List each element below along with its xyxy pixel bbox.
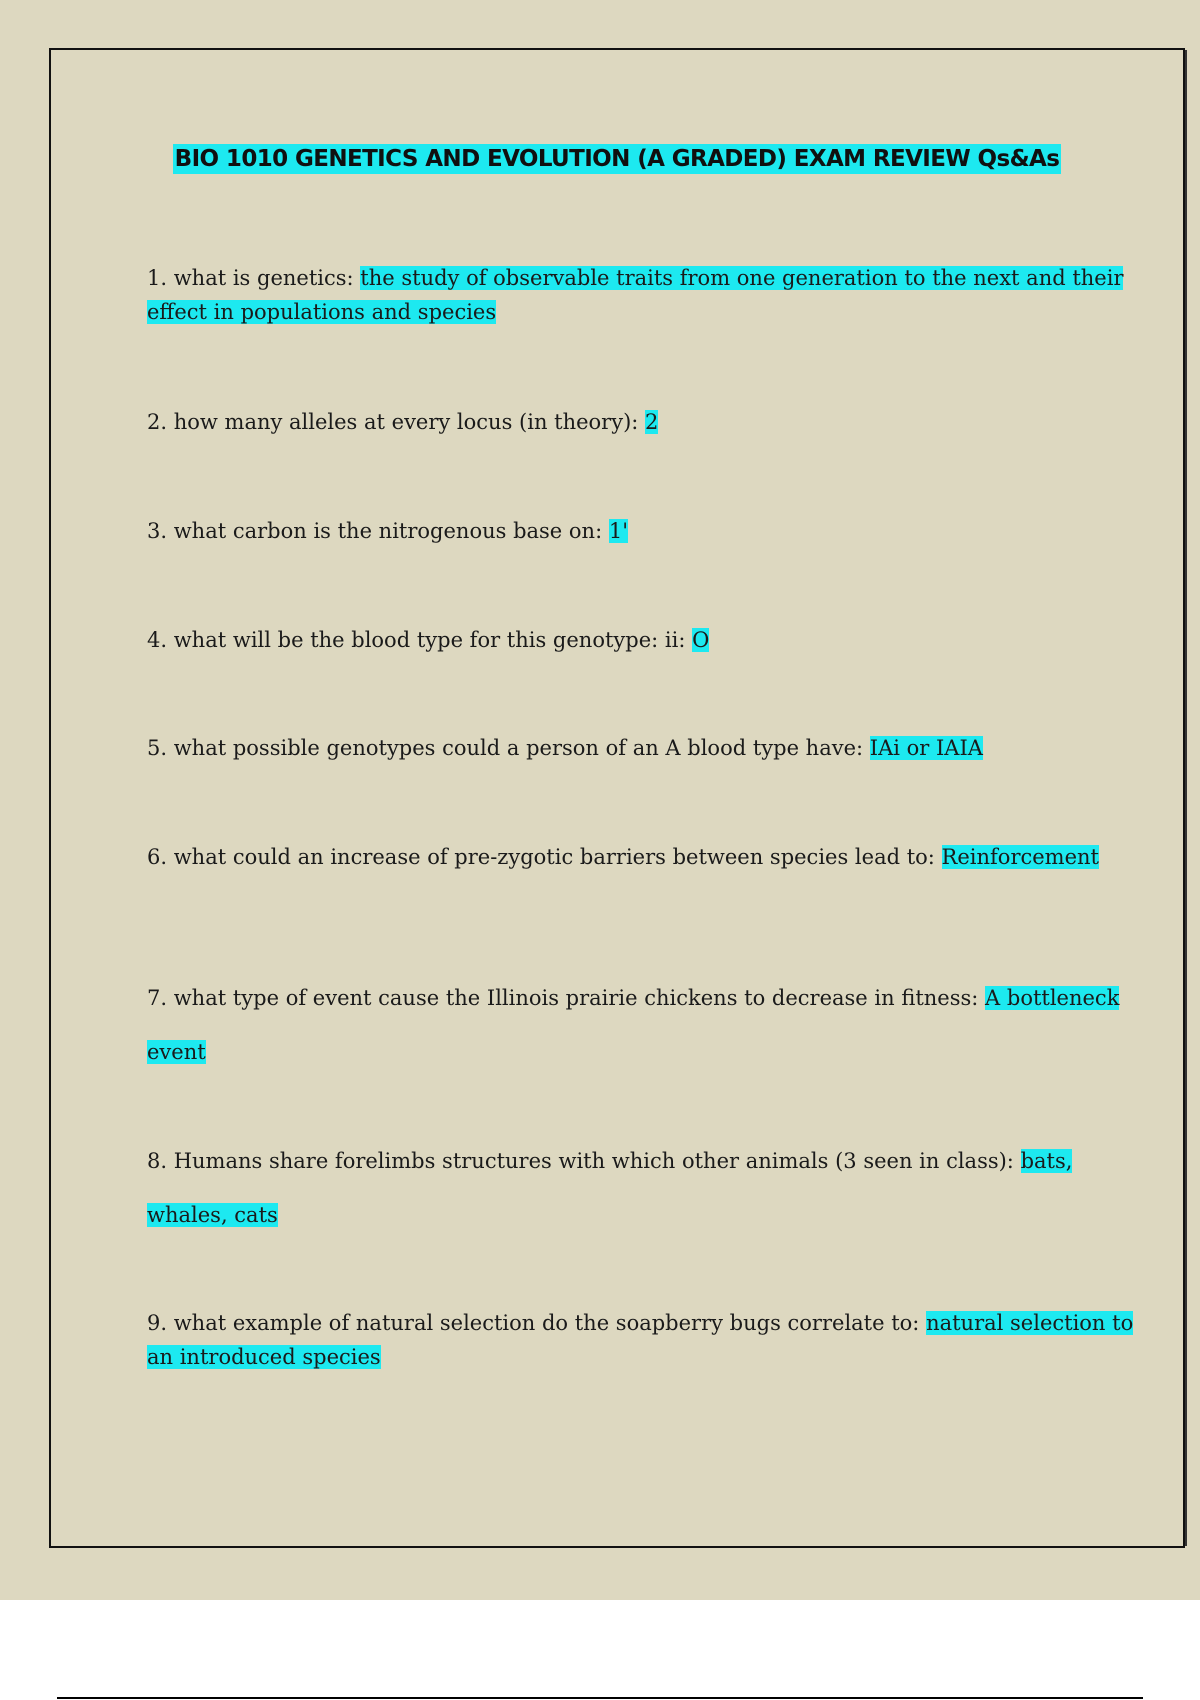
- answer-text: O: [692, 628, 710, 652]
- answer-text: the study of observable traits from one generation to the next and their effect in populations and species: [147, 266, 1124, 324]
- qa-item-1: [147, 261, 1137, 329]
- qa-item-8: [147, 1134, 1137, 1242]
- answer-text: Reinforcement: [941, 845, 1099, 869]
- answer-text: 2: [645, 410, 659, 434]
- question-text: 6. what could an increase of pre-zygotic barriers between species lead to:: [147, 845, 942, 869]
- qa-item-4: [147, 623, 1137, 657]
- question-text: 5. what possible genotypes could a person of an A blood type have:: [147, 736, 870, 760]
- answer-text: 1': [608, 519, 628, 543]
- qa-item-5: [147, 731, 1137, 765]
- question-text: 1. what is genetics:: [147, 266, 361, 290]
- question-text: 4. what will be the blood type for this genotype: ii:: [147, 628, 693, 652]
- answer-text: IAi or IAIA: [869, 736, 983, 760]
- qa-item-6: [147, 840, 1137, 874]
- title-highlight: BIO 1010 GENETICS AND EVOLUTION (A GRADED) EXAM REVIEW Qs&As: [174, 146, 1060, 172]
- document-frame: [49, 48, 1185, 1548]
- qa-item-9: [147, 1306, 1137, 1374]
- answer-text: A bottleneck event: [147, 986, 1120, 1064]
- qa-item-2: [147, 405, 1137, 439]
- footer-rule: [57, 1697, 1143, 1699]
- question-text: 3. what carbon is the nitrogenous base on:: [147, 519, 609, 543]
- question-text: 7. what type of event cause the Illinois prairie chickens to decrease in fitness:: [147, 986, 986, 1010]
- answer-text: natural selection to an introduced species: [147, 1311, 1134, 1369]
- question-text: 9. what example of natural selection do the soapberry bugs correlate to:: [147, 1311, 927, 1335]
- question-text: 8. Humans share forelimbs structures with which other animals (3 seen in class):: [147, 1149, 1021, 1173]
- answer-text: bats, whales, cats: [147, 1149, 1073, 1227]
- qa-item-3: [147, 514, 1137, 548]
- qa-item-7: [147, 971, 1137, 1079]
- document-title: [51, 146, 1183, 172]
- question-text: 2. how many alleles at every locus (in theory):: [147, 410, 646, 434]
